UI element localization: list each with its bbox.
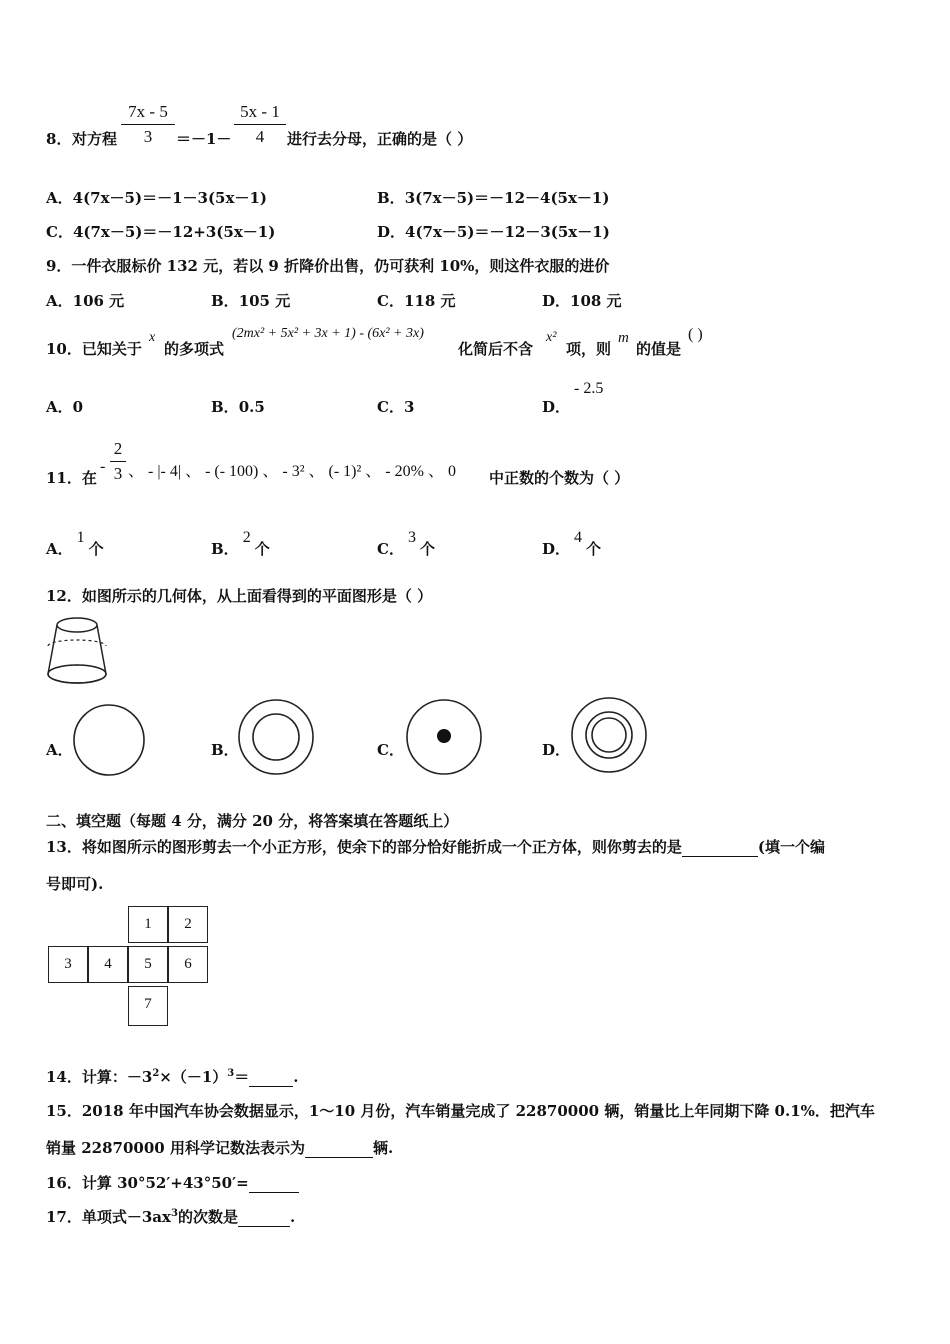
q10-option-d-label: D．: [542, 398, 571, 416]
q13-cube-net: [46, 906, 216, 1030]
q9-option-d: D．108 元: [542, 292, 622, 310]
q17-text: 17．单项式$-3ax^3$的次数是 .: [46, 1208, 296, 1226]
q9-option-b: B．105 元: [211, 292, 291, 310]
q10-option-d-value: - 2.5: [574, 380, 604, 397]
q8-fraction-1: [121, 102, 175, 147]
q11-option-b: B．2个: [211, 529, 270, 558]
q10-option-c: C．3: [377, 398, 415, 416]
fraction-bar: [110, 461, 126, 462]
q12-option-d-triple-circle-figure: [569, 697, 651, 779]
q8-frac2-numerator: 5x - 1: [240, 102, 280, 121]
q8-frac2-denominator: 4: [255, 127, 265, 146]
q17-answer-blank: [238, 1208, 290, 1227]
q12-option-c-dot-figure: [403, 697, 485, 779]
q10-option-a: A．0: [46, 398, 84, 416]
q11-option-a: A．1个: [46, 529, 104, 558]
q12-option-b-concentric-figure: [236, 697, 318, 779]
net-cell-1: 1: [128, 906, 168, 943]
q10-polynomial: (2mx² + 5x² + 3x + 1) - (6x² + 3x): [232, 326, 424, 341]
net-cell-6: 6: [168, 946, 208, 983]
section-2-title: 二、填空题（每题 4 分，满分 20 分，将答案填在答题纸上）: [46, 812, 459, 830]
q10-mid3: 项，则: [566, 340, 612, 358]
q11-option-d: D．4个: [542, 529, 602, 558]
q11-neg-sign: -: [100, 458, 106, 475]
q15-line-1: 15．2018 年中国汽车协会数据显示，1～10 月份，汽车销量完成了 22870000 辆，销量比上年同期下降 0.1%．把汽车: [46, 1102, 875, 1120]
q12-text: 12．如图所示的几何体，从上面看得到的平面图形是（ ）: [46, 587, 433, 605]
q16-answer-blank: [249, 1174, 299, 1193]
q8-option-b: B．3(7x－5)＝－12－4(5x－1): [377, 189, 610, 207]
fraction-bar: [121, 124, 175, 125]
q16-text: 16．计算 30°52′+43°50′=: [46, 1172, 299, 1193]
q11-items: 、 - |- 4| 、 - (- 100) 、 - 3² 、 (- 1)² 、 - 20% 、 0: [128, 463, 456, 480]
fraction-bar: [234, 124, 286, 125]
net-cell-4: 4: [88, 946, 128, 983]
q10-mid2: 化简后不含: [458, 340, 534, 358]
q8-option-c: C．4(7x－5)＝－12+3(5x－1): [46, 223, 276, 241]
q8-frac1-numerator: 7x - 5: [128, 102, 168, 121]
q8-fraction-2: [234, 102, 286, 147]
q10-var-m: m: [618, 330, 629, 346]
q15-line-2: 销量 22870000 用科学记数法表示为 辆.: [46, 1139, 394, 1157]
q12-option-d-label: D．: [542, 741, 571, 759]
q11-frac-numerator: 2: [113, 439, 123, 458]
q10-term: x²: [546, 330, 557, 345]
q12-option-a-circle-figure: [71, 702, 149, 780]
q8-number: 8．: [46, 130, 72, 148]
q11-prefix: 11．在: [46, 469, 97, 487]
q12-frustum-figure: [44, 612, 110, 688]
q8-prefix: 对方程: [72, 130, 118, 148]
q11-frac-denominator: 3: [113, 464, 123, 483]
q11-fraction: [110, 439, 126, 484]
q13-answer-blank: [682, 838, 758, 857]
q8-option-a: A．4(7x－5)＝－1－3(5x－1): [46, 189, 267, 207]
net-cell-3: 3: [48, 946, 88, 983]
q15-answer-blank: [305, 1139, 373, 1158]
q10-mid1: 的多项式: [164, 340, 225, 358]
q8-frac1-denominator: 3: [143, 127, 153, 146]
net-cell-7: 7: [128, 986, 168, 1026]
q9-option-a: A．106 元: [46, 292, 125, 310]
q9-text: 9．一件衣服标价 132 元，若以 9 折降价出售，仍可获利 10%，则这件衣服的进价: [46, 257, 610, 275]
net-cell-2: 2: [168, 906, 208, 943]
q8-suffix: 进行去分母，正确的是（ ）: [287, 130, 473, 148]
q10-option-b: B．0.5: [211, 398, 265, 416]
q10-suffix: 的值是: [636, 340, 682, 358]
q13-line-2: 号即可).: [46, 875, 104, 893]
q8-option-d: D．4(7x－5)＝－12－3(5x－1): [377, 223, 610, 241]
q14-text: 14．计算：$-3^2\times(-1)^3=$ .: [46, 1068, 299, 1086]
q11-suffix: 中正数的个数为（ ）: [489, 469, 630, 487]
q8-mid: ＝－1－: [176, 130, 232, 148]
q9-option-c: C．118 元: [377, 292, 456, 310]
q12-option-a-label: A．: [46, 741, 73, 759]
q12-option-c-label: C．: [377, 741, 404, 759]
q13-line-1: 13．将如图所示的图形剪去一个小正方形，使余下的部分恰好能折成一个正方体，则你剪去的是 (填一个编: [46, 838, 825, 856]
q10-paren: ( ): [688, 326, 703, 343]
q11-option-c: C．3个: [377, 529, 435, 558]
net-cell-5: 5: [128, 946, 168, 983]
q10-prefix: 10．已知关于: [46, 340, 142, 358]
q10-var-x: x: [149, 330, 156, 345]
q12-option-b-label: B．: [211, 741, 239, 759]
q14-answer-blank: [249, 1068, 293, 1087]
